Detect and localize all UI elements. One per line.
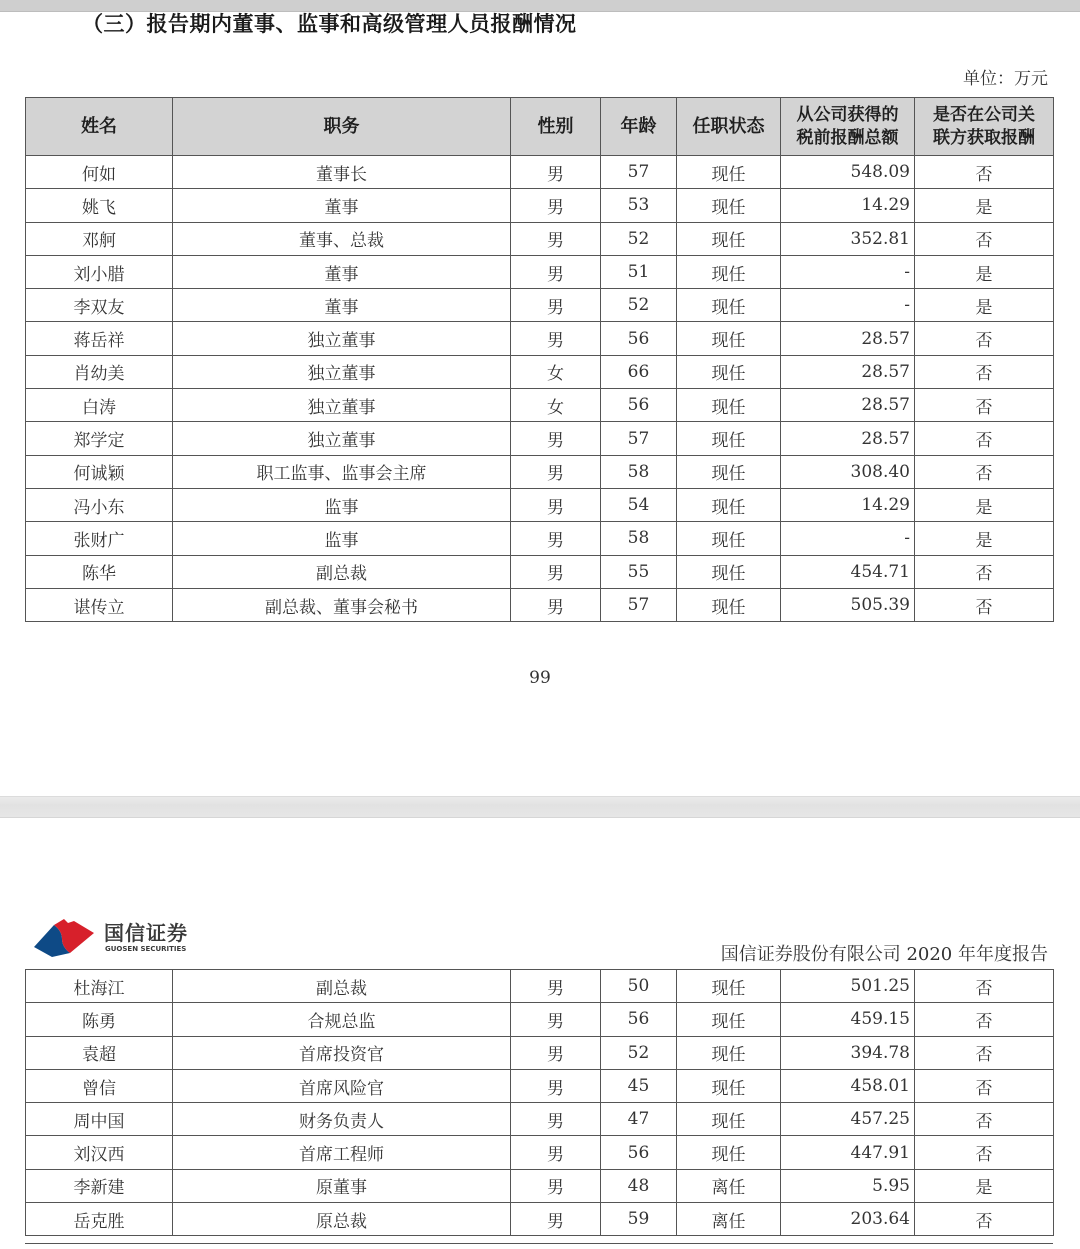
cell-age: 57 (601, 156, 677, 189)
cell-role: 独立董事 (173, 322, 511, 355)
table-row (26, 422, 1054, 455)
table-continuation-edge (25, 1243, 1053, 1249)
cell-status: 现任 (677, 255, 781, 288)
table-row (26, 222, 1054, 255)
table-row (26, 255, 1054, 288)
col-header-age: 年龄 (601, 98, 677, 156)
cell-name: 蒋岳祥 (26, 322, 173, 355)
table-row (26, 455, 1054, 488)
cell-age: 57 (601, 588, 677, 621)
cell-role: 财务负责人 (173, 1103, 511, 1136)
cell-name: 刘汉西 (26, 1136, 173, 1169)
cell-role: 独立董事 (173, 389, 511, 422)
cell-name: 姚飞 (26, 189, 173, 222)
cell-role: 首席投资官 (173, 1036, 511, 1069)
cell-pay: 28.57 (781, 322, 915, 355)
cell-role: 董事 (173, 189, 511, 222)
cell-related: 否 (915, 588, 1054, 621)
cell-age: 48 (601, 1169, 677, 1202)
table-row (26, 289, 1054, 322)
cell-gender: 女 (511, 355, 601, 388)
cell-name: 刘小腊 (26, 255, 173, 288)
cell-age: 56 (601, 1003, 677, 1036)
col-header-name: 姓名 (26, 98, 173, 156)
col-header-role: 职务 (173, 98, 511, 156)
cell-status: 现任 (677, 422, 781, 455)
cell-related: 否 (915, 1003, 1054, 1036)
col-header-gender: 性别 (511, 98, 601, 156)
cell-gender: 男 (511, 1003, 601, 1036)
cell-pay: 203.64 (781, 1203, 915, 1236)
table-row (26, 555, 1054, 588)
col-header-status: 任职状态 (677, 98, 781, 156)
cell-age: 51 (601, 255, 677, 288)
cell-age: 52 (601, 289, 677, 322)
table-header-row (26, 98, 1054, 156)
cell-role: 职工监事、监事会主席 (173, 455, 511, 488)
cell-role: 原董事 (173, 1169, 511, 1202)
table-row (26, 322, 1054, 355)
table-row (26, 522, 1054, 555)
cell-pay: 28.57 (781, 355, 915, 388)
cell-gender: 女 (511, 389, 601, 422)
company-logo (32, 917, 202, 957)
cell-role: 独立董事 (173, 422, 511, 455)
cell-name: 肖幼美 (26, 355, 173, 388)
cell-name: 白涛 (26, 389, 173, 422)
cell-gender: 男 (511, 422, 601, 455)
cell-gender: 男 (511, 1103, 601, 1136)
cell-status: 现任 (677, 555, 781, 588)
table-row (26, 1069, 1054, 1102)
compensation-table-page1 (25, 97, 1054, 622)
cell-related: 否 (915, 1036, 1054, 1069)
cell-status: 现任 (677, 588, 781, 621)
report-header-title: 国信证券股份有限公司 2020 年年度报告 (720, 944, 1048, 965)
cell-role: 独立董事 (173, 355, 511, 388)
logo-text-en: GUOSEN SECURITIES (105, 945, 187, 953)
cell-name: 杜海江 (26, 970, 173, 1003)
cell-name: 何如 (26, 156, 173, 189)
cell-gender: 男 (511, 1169, 601, 1202)
cell-name: 袁超 (26, 1036, 173, 1069)
cell-pay: - (781, 289, 915, 322)
cell-related: 否 (915, 389, 1054, 422)
cell-gender: 男 (511, 1136, 601, 1169)
cell-gender: 男 (511, 488, 601, 521)
cell-related: 是 (915, 1169, 1054, 1202)
cell-pay: 459.15 (781, 1003, 915, 1036)
cell-age: 66 (601, 355, 677, 388)
unit-label: 单位：万元 (963, 69, 1048, 89)
table-row (26, 1003, 1054, 1036)
cell-role: 董事 (173, 255, 511, 288)
cell-role: 副总裁 (173, 970, 511, 1003)
cell-name: 周中国 (26, 1103, 173, 1136)
cell-related: 是 (915, 189, 1054, 222)
cell-age: 56 (601, 389, 677, 422)
cell-status: 现任 (677, 289, 781, 322)
cell-related: 否 (915, 422, 1054, 455)
cell-age: 55 (601, 555, 677, 588)
cell-gender: 男 (511, 156, 601, 189)
cell-role: 合规总监 (173, 1003, 511, 1036)
cell-pay: 28.57 (781, 422, 915, 455)
cell-gender: 男 (511, 970, 601, 1003)
cell-status: 现任 (677, 389, 781, 422)
cell-status: 现任 (677, 970, 781, 1003)
cell-role: 董事 (173, 289, 511, 322)
table-body-page1 (26, 156, 1054, 622)
compensation-table-page2 (25, 969, 1054, 1236)
cell-status: 现任 (677, 222, 781, 255)
cell-pay: 501.25 (781, 970, 915, 1003)
cell-age: 45 (601, 1069, 677, 1102)
cell-status: 现任 (677, 1036, 781, 1069)
cell-role: 副总裁、董事会秘书 (173, 588, 511, 621)
cell-pay: 394.78 (781, 1036, 915, 1069)
col-header-pay-line2: 税前报酬总额 (796, 127, 899, 148)
cell-age: 54 (601, 488, 677, 521)
cell-name: 谌传立 (26, 588, 173, 621)
cell-role: 监事 (173, 522, 511, 555)
cell-gender: 男 (511, 222, 601, 255)
cell-pay: 14.29 (781, 189, 915, 222)
cell-age: 52 (601, 222, 677, 255)
cell-age: 50 (601, 970, 677, 1003)
cell-age: 58 (601, 455, 677, 488)
cell-related: 否 (915, 222, 1054, 255)
cell-age: 56 (601, 1136, 677, 1169)
cell-related: 否 (915, 322, 1054, 355)
cell-age: 56 (601, 322, 677, 355)
table-row (26, 1169, 1054, 1202)
cell-status: 现任 (677, 1103, 781, 1136)
table-row (26, 970, 1054, 1003)
cell-gender: 男 (511, 588, 601, 621)
cell-name: 曾信 (26, 1069, 173, 1102)
page-number: 99 (529, 668, 551, 688)
cell-pay: 505.39 (781, 588, 915, 621)
cell-age: 53 (601, 189, 677, 222)
cell-gender: 男 (511, 1036, 601, 1069)
cell-status: 离任 (677, 1169, 781, 1202)
cell-age: 47 (601, 1103, 677, 1136)
cell-name: 邓舸 (26, 222, 173, 255)
cell-status: 现任 (677, 1136, 781, 1169)
cell-gender: 男 (511, 189, 601, 222)
cell-role: 董事长 (173, 156, 511, 189)
cell-name: 郑学定 (26, 422, 173, 455)
cell-status: 现任 (677, 156, 781, 189)
cell-pay: 308.40 (781, 455, 915, 488)
guosen-logo-icon (32, 917, 102, 957)
table-row (26, 189, 1054, 222)
cell-related: 否 (915, 355, 1054, 388)
table-row (26, 156, 1054, 189)
cell-role: 首席风险官 (173, 1069, 511, 1102)
table-row (26, 1036, 1054, 1069)
cell-age: 59 (601, 1203, 677, 1236)
cell-gender: 男 (511, 289, 601, 322)
cell-name: 李新建 (26, 1169, 173, 1202)
table-row (26, 1103, 1054, 1136)
cell-related: 是 (915, 488, 1054, 521)
cell-status: 离任 (677, 1203, 781, 1236)
cell-pay: 14.29 (781, 488, 915, 521)
cell-pay: 5.95 (781, 1169, 915, 1202)
cell-role: 监事 (173, 488, 511, 521)
cell-gender: 男 (511, 522, 601, 555)
cell-pay: - (781, 522, 915, 555)
table-row (26, 588, 1054, 621)
cell-related: 是 (915, 522, 1054, 555)
cell-pay: 458.01 (781, 1069, 915, 1102)
cell-age: 52 (601, 1036, 677, 1069)
cell-role: 首席工程师 (173, 1136, 511, 1169)
page-separator (0, 796, 1080, 818)
cell-name: 陈勇 (26, 1003, 173, 1036)
cell-name: 岳克胜 (26, 1203, 173, 1236)
cell-pay: 457.25 (781, 1103, 915, 1136)
cell-pay: 447.91 (781, 1136, 915, 1169)
cell-status: 现任 (677, 355, 781, 388)
cell-related: 否 (915, 970, 1054, 1003)
cell-gender: 男 (511, 555, 601, 588)
table-row (26, 355, 1054, 388)
cell-role: 副总裁 (173, 555, 511, 588)
cell-status: 现任 (677, 189, 781, 222)
cell-status: 现任 (677, 322, 781, 355)
cell-related: 否 (915, 1069, 1054, 1102)
cell-pay: 352.81 (781, 222, 915, 255)
cell-related: 否 (915, 156, 1054, 189)
cell-name: 李双友 (26, 289, 173, 322)
cell-age: 57 (601, 422, 677, 455)
cell-gender: 男 (511, 1069, 601, 1102)
cell-status: 现任 (677, 455, 781, 488)
cell-gender: 男 (511, 255, 601, 288)
cell-role: 原总裁 (173, 1203, 511, 1236)
table-row (26, 389, 1054, 422)
section-title: （三）报告期内董事、监事和高级管理人员报酬情况 (82, 12, 577, 36)
cell-role: 董事、总裁 (173, 222, 511, 255)
cell-related: 否 (915, 1203, 1054, 1236)
cell-related: 否 (915, 455, 1054, 488)
cell-related: 是 (915, 255, 1054, 288)
cell-name: 张财广 (26, 522, 173, 555)
col-header-related (915, 98, 1054, 156)
cell-status: 现任 (677, 488, 781, 521)
col-header-pay-line1: 从公司获得的 (796, 104, 899, 125)
cell-related: 是 (915, 289, 1054, 322)
cell-status: 现任 (677, 1003, 781, 1036)
cell-pay: 454.71 (781, 555, 915, 588)
cell-related: 否 (915, 555, 1054, 588)
table-row (26, 1136, 1054, 1169)
table-body-page2 (26, 970, 1054, 1236)
cell-gender: 男 (511, 455, 601, 488)
col-header-related-line2: 联方获取报酬 (933, 127, 1035, 148)
cell-name: 冯小东 (26, 488, 173, 521)
cell-age: 58 (601, 522, 677, 555)
cell-status: 现任 (677, 522, 781, 555)
cell-related: 否 (915, 1136, 1054, 1169)
cell-name: 何诚颖 (26, 455, 173, 488)
col-header-pay (781, 98, 915, 156)
cell-pay: 28.57 (781, 389, 915, 422)
table-row (26, 488, 1054, 521)
cell-pay: 548.09 (781, 156, 915, 189)
cell-gender: 男 (511, 322, 601, 355)
col-header-related-line1: 是否在公司关 (933, 104, 1035, 125)
logo-text-cn: 国信证券 (104, 921, 188, 945)
table-row (26, 1203, 1054, 1236)
cell-gender: 男 (511, 1203, 601, 1236)
cell-name: 陈华 (26, 555, 173, 588)
cell-status: 现任 (677, 1069, 781, 1102)
cell-related: 否 (915, 1103, 1054, 1136)
cell-pay: - (781, 255, 915, 288)
